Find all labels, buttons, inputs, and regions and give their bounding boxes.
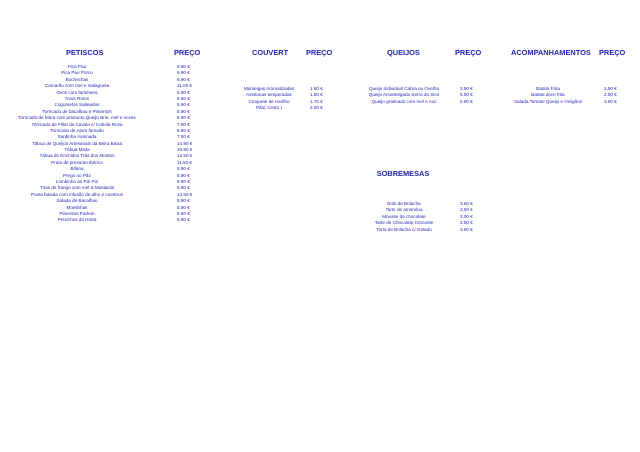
petiscos-item-price: 6.90 € bbox=[177, 70, 190, 76]
acompanhamentos-item-name: Batata doce frita bbox=[531, 92, 565, 98]
acompanhamentos-item-price: 2.50 € bbox=[604, 92, 617, 98]
petiscos-item-name: Peixinhos da Horta bbox=[57, 217, 97, 223]
petiscos-item-price: 7.90 € bbox=[177, 121, 190, 127]
petiscos-item-name: Pica Pau Porco bbox=[61, 70, 93, 76]
petiscos-item-name: Ovos com farinheira bbox=[56, 89, 98, 95]
couvert-item-price: 2.00 € bbox=[310, 105, 323, 111]
sobremesas-item-price: 3.50 € bbox=[460, 201, 473, 206]
sobremesas-item-price: 3.50 € bbox=[460, 207, 473, 213]
petiscos-item-price: 6.90 € bbox=[177, 172, 190, 178]
queijos-item-price: 5.90 € bbox=[460, 98, 473, 104]
petiscos-item-price: 8.90 € bbox=[177, 115, 190, 121]
header-sobremesas: SOBREMESAS bbox=[376, 169, 430, 178]
couvert-item-name: Croquete de novilho bbox=[248, 98, 290, 104]
petiscos-item-price: 6.50 € bbox=[177, 95, 190, 101]
petiscos-item-name: Salada de Bacalhau bbox=[56, 198, 98, 204]
sobremesas-item-name: Tarte de amendoa bbox=[385, 207, 423, 213]
header-petiscos: PETISCOS bbox=[66, 48, 104, 57]
sobremesas-item-price: 3.00 € bbox=[460, 213, 473, 219]
petiscos-item-price: 5.90 € bbox=[177, 89, 190, 95]
sobremesas-row bbox=[0, 227, 640, 233]
petiscos-item-price: 8.90 € bbox=[177, 127, 190, 133]
petiscos-item-name: Posta fatiada com infusão de alho e coentros bbox=[31, 191, 123, 197]
acompanhamentos-list bbox=[0, 86, 640, 105]
petiscos-item-name: Ovos Rotos bbox=[65, 95, 89, 101]
petiscos-item-price: 8.90 € bbox=[177, 198, 190, 204]
petiscos-item-name: Tábua de Enchidos Trás dos Montes bbox=[39, 153, 115, 159]
petiscos-item-price: 8.90 € bbox=[177, 76, 190, 82]
petiscos-item-price: 9.90 € bbox=[177, 64, 190, 69]
queijos-item-price: 3.50 € bbox=[460, 86, 473, 91]
petiscos-item-name: Bochechas bbox=[65, 76, 89, 82]
couvert-item-name: Manteigas Aromatizadas bbox=[243, 86, 295, 91]
queijos-item-name: Queijo Amanteigado Serra do Sicó bbox=[368, 92, 440, 98]
petiscos-item-name: Camarão com mel e malagueta bbox=[44, 83, 110, 89]
petiscos-item-name: Torricado de bacalhau e Pimentos bbox=[42, 108, 112, 114]
petiscos-item-name: Sardinha marinada bbox=[57, 134, 97, 140]
petiscos-item-price: 5.90 € bbox=[177, 102, 190, 108]
petiscos-item-name: Pica Pau bbox=[67, 64, 87, 69]
header-acompanhamentos: ACOMPANHAMENTOS bbox=[511, 48, 591, 57]
sobremesas-item-name: Torta de Bolacha c/ Gelado bbox=[376, 226, 432, 232]
petiscos-item-price: 5.90 € bbox=[177, 166, 190, 172]
petiscos-item-price: 12.50 € bbox=[177, 153, 193, 159]
couvert-row bbox=[0, 105, 640, 111]
header-couvert: COUVERT bbox=[252, 48, 289, 57]
acompanhamentos-row bbox=[0, 99, 640, 105]
couvert-item-price: 1.70 € bbox=[310, 98, 323, 104]
petiscos-item-name: Lombinho ao Piri Piri bbox=[55, 179, 99, 185]
petiscos-item-price: 15.90 € bbox=[177, 147, 193, 153]
petiscos-item-name: Cogumelos Salteados bbox=[54, 102, 100, 108]
sobremesas-item-price: 3.50 € bbox=[460, 220, 473, 226]
sobremesas-item-name: Mousse de chocolate bbox=[382, 213, 426, 219]
couvert-item-price: 1.50 € bbox=[310, 92, 323, 98]
petiscos-item-name: Tábua de Queijos Artesanais da Beira Baixa bbox=[31, 140, 123, 146]
sobremesas-item-name: Bolo de Bolacha bbox=[387, 201, 421, 206]
header-preco-petiscos: PREÇO bbox=[174, 48, 201, 57]
header-preco-queijos: PREÇO bbox=[455, 48, 482, 57]
sobremesas-item-price: 3.50 € bbox=[460, 226, 473, 232]
queijos-item-name: Queijo gratinado com mel e noz bbox=[371, 98, 437, 104]
petiscos-item-price: 7.50 € bbox=[177, 134, 190, 140]
header-preco-acompanhamentos: PREÇO bbox=[599, 48, 626, 57]
acompanhamentos-item-price: 3.50 € bbox=[604, 98, 617, 104]
petiscos-item-price: 11.50 € bbox=[177, 159, 192, 165]
petiscos-item-price: 5.50 € bbox=[177, 210, 190, 216]
petiscos-item-price: 6.90 € bbox=[177, 185, 190, 191]
petiscos-item-name: Prato de presunto Ibérico bbox=[51, 159, 103, 165]
petiscos-item-name: Torricado de Fillet de Cavala c/ Cebola Roxa bbox=[31, 121, 123, 127]
petiscos-item-name: Moelinhas bbox=[66, 204, 88, 210]
header-preco-couvert: PREÇO bbox=[306, 48, 333, 57]
couvert-item-name: Azeitonas temperadas bbox=[246, 92, 292, 98]
petiscos-item-name: Pimentos Padron bbox=[59, 210, 95, 216]
acompanhamentos-item-name: Batata Frita bbox=[536, 86, 560, 91]
sobremesas-item-name: Tarte de Chocolate Crocante bbox=[374, 220, 434, 226]
petiscos-item-name: Tábua Mista bbox=[64, 147, 90, 153]
acompanhamentos-item-price: 2.50 € bbox=[604, 86, 617, 91]
header-queijos: QUEIJOS bbox=[387, 48, 420, 57]
couvert-item-name: Pão( Cesto ) bbox=[256, 105, 282, 111]
petiscos-item-price: 8.90 € bbox=[177, 179, 190, 185]
petiscos-item-price: 6.90 € bbox=[177, 217, 190, 223]
petiscos-item-price: 14.90 € bbox=[177, 140, 193, 146]
petiscos-item-price: 11.00 € bbox=[177, 83, 192, 89]
petiscos-item-price: 14.90 € bbox=[177, 191, 193, 197]
petiscos-item-name: Torricado de febra com presunto,Queijo Brie, mel e nozes bbox=[18, 115, 136, 121]
petiscos-item-name: Torricado de Atum fumado bbox=[50, 127, 104, 133]
petiscos-item-price: 8.90 € bbox=[177, 108, 190, 114]
sobremesas-list bbox=[0, 201, 640, 233]
petiscos-item-name: Tiras de frango com mel & Mostarda bbox=[39, 185, 115, 191]
petiscos-item-name: Prego no Pão bbox=[62, 172, 92, 178]
couvert-item-price: 1.50 € bbox=[310, 86, 323, 91]
queijos-item-name: Queijo Individual Cabra ou Ovelha bbox=[369, 86, 439, 91]
petiscos-item-price: 5.90 € bbox=[177, 204, 190, 210]
queijos-item-price: 5.50 € bbox=[460, 92, 473, 98]
acompanhamentos-item-name: Salada Tomate Queijo e Orégãos bbox=[514, 98, 582, 104]
petiscos-item-name: Bifana bbox=[70, 166, 84, 172]
